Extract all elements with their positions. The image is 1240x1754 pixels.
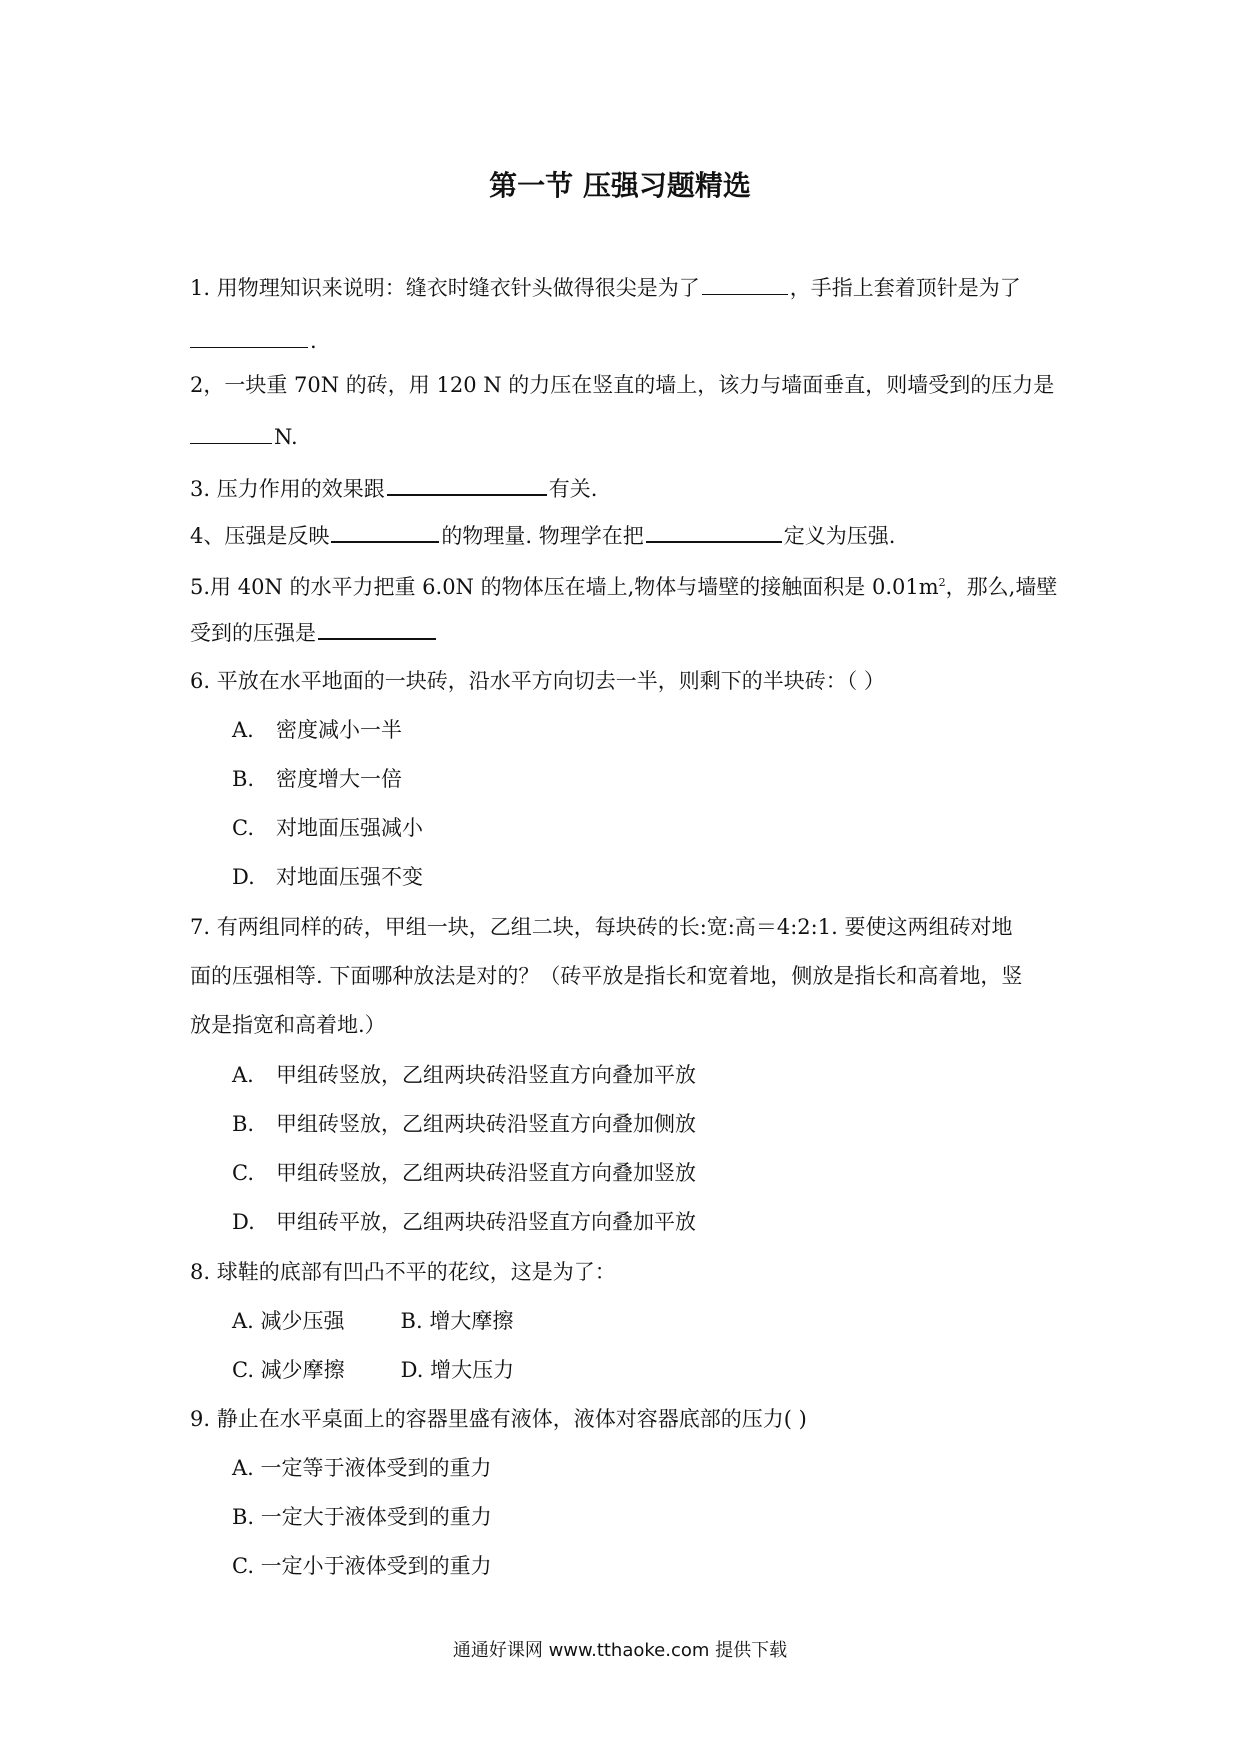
- q4-text-b: 的物理量. 物理学在把: [441, 524, 644, 548]
- question-5-line-1: [190, 568, 1057, 602]
- question-4: [190, 519, 895, 551]
- question-5-line-2: [190, 616, 438, 648]
- q7-option-c: C. 甲组砖竖放，乙组两块砖沿竖直方向叠加竖放: [232, 1161, 696, 1185]
- q1-text: 1. 用物理知识来说明：缝衣时缝衣针头做得很尖是为了: [190, 276, 700, 300]
- q8-options-row-2: [232, 1355, 514, 1385]
- q1-text-c: .: [310, 329, 317, 353]
- q2-unit: N.: [274, 425, 298, 449]
- q8-option-c: C. 减少摩擦: [232, 1358, 345, 1382]
- q5-text-c: 受到的压强是: [190, 621, 316, 645]
- page-title: 第一节 压强习题精选: [489, 169, 751, 202]
- question-1-line-1: [190, 272, 1021, 303]
- q1-blank-1: [702, 272, 788, 295]
- q7-option-d: D. 甲组砖平放，乙组两块砖沿竖直方向叠加平放: [232, 1210, 696, 1234]
- q3-text: 3. 压力作用的效果跟: [190, 477, 385, 501]
- question-6-stem: 6. 平放在水平地面的一块砖，沿水平方向切去一半，则剩下的半块砖：（ ）: [190, 669, 885, 693]
- q6-option-b: B. 密度增大一倍: [232, 767, 402, 791]
- q5-text: 5.用 40N 的水平力把重 6.0N 的物体压在墙上,物体与墙壁的接触面积是 0.01m: [190, 575, 939, 599]
- question-7-line-1: 7. 有两组同样的砖，甲组一块，乙组二块，每块砖的长:宽:高＝4:2:1. 要使这两组砖对地: [190, 915, 1013, 939]
- q8-option-b: B. 增大摩擦: [400, 1309, 514, 1333]
- q2-text: 2，一块重 70N 的砖，用 120 N 的力压在竖直的墙上，该力与墙面垂直，则墙受到的压力是: [190, 373, 1055, 397]
- question-7-line-3: 放是指宽和高着地.）: [190, 1013, 386, 1037]
- q4-text-c: 定义为压强.: [783, 524, 896, 548]
- q8-options-row-1: [232, 1306, 513, 1336]
- question-3: [190, 472, 597, 504]
- q1-text-b: ，手指上套着顶针是为了: [789, 276, 1021, 300]
- q9-option-a: A. 一定等于液体受到的重力: [232, 1456, 492, 1480]
- q6-option-c: C. 对地面压强减小: [232, 816, 423, 840]
- q3-text-b: 有关.: [548, 477, 598, 501]
- q9-option-b: B. 一定大于液体受到的重力: [232, 1505, 492, 1529]
- question-8-stem: 8. 球鞋的底部有凹凸不平的花纹，这是为了：: [190, 1260, 616, 1284]
- question-9-stem: 9. 静止在水平桌面上的容器里盛有液体，液体对容器底部的压力( ): [190, 1407, 807, 1431]
- q5-text-b: ，那么,墙壁: [945, 575, 1058, 599]
- question-1-line-2: [190, 325, 317, 356]
- q6-option-a: A. 密度减小一半: [232, 718, 402, 742]
- q5-superscript: 2: [938, 576, 946, 589]
- q8-option-d: D. 增大压力: [400, 1358, 515, 1382]
- question-2-line-1: [190, 370, 1054, 400]
- q7-option-b: B. 甲组砖竖放，乙组两块砖沿竖直方向叠加侧放: [232, 1112, 696, 1136]
- q2-blank: [190, 421, 272, 444]
- q4-blank-1: [331, 519, 439, 543]
- q5-blank: [318, 616, 436, 640]
- q6-option-d: D. 对地面压强不变: [232, 865, 423, 889]
- q9-option-c: C. 一定小于液体受到的重力: [232, 1554, 492, 1578]
- q4-text: 4、压强是反映: [190, 524, 330, 548]
- footer-source: 通通好课网 www.tthaoke.com 提供下载: [452, 1640, 788, 1661]
- q4-blank-2: [646, 519, 782, 543]
- question-7-line-2: 面的压强相等. 下面哪种放法是对的？（砖平放是指长和宽着地，侧放是指长和高着地，竖: [190, 964, 1023, 988]
- q8-option-a: A. 减少压强: [232, 1309, 345, 1333]
- q1-blank-2: [190, 325, 308, 348]
- question-2-line-2: [190, 421, 298, 452]
- q3-blank: [387, 472, 547, 496]
- q7-option-a: A. 甲组砖竖放，乙组两块砖沿竖直方向叠加平放: [232, 1063, 696, 1087]
